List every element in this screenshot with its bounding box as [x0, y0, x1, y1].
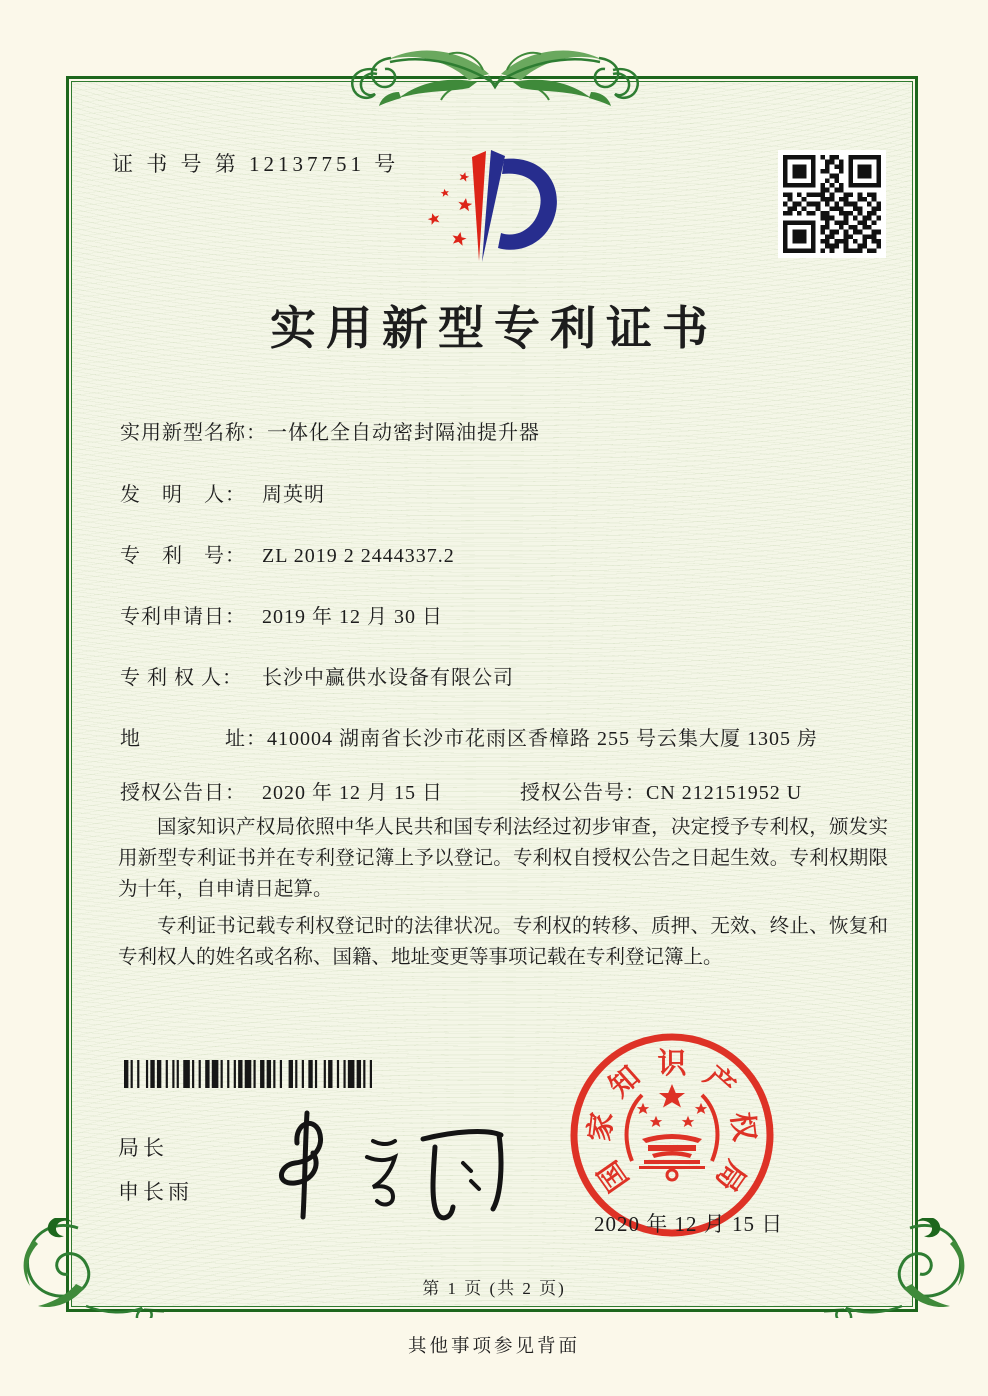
cnipa-logo-icon — [412, 145, 567, 280]
certificate-number: 证 书 号 第 12137751 号 — [112, 152, 400, 176]
page-number: 第 1 页 (共 2 页) — [422, 1279, 566, 1298]
signature-icon — [255, 1105, 525, 1223]
field-value: ZL 2019 2 2444337.2 — [262, 545, 455, 567]
field-value: 长沙中赢供水设备有限公司 — [262, 667, 514, 689]
field-patent-number — [120, 539, 455, 568]
bottom-left-ornament-icon — [14, 1218, 164, 1318]
field-label: 授权公告日： — [120, 782, 246, 804]
field-label: 授权公告号： — [520, 782, 646, 804]
commissioner-title: 局长 — [118, 1136, 168, 1160]
svg-text:局: 局 — [708, 1154, 752, 1197]
field-inventor — [120, 478, 325, 507]
field-value: 周英明 — [262, 484, 325, 506]
qr-code — [778, 150, 886, 258]
legal-text-block — [118, 812, 888, 979]
national-emblem-icon — [627, 1084, 718, 1180]
svg-text:家: 家 — [583, 1110, 620, 1144]
back-side-note: 其他事项参见背面 — [407, 1337, 580, 1357]
field-filing-date — [120, 600, 443, 629]
field-grant-number — [520, 776, 802, 805]
svg-text:国: 国 — [592, 1154, 636, 1197]
field-value: 一体化全自动密封隔油提升器 — [267, 422, 540, 444]
legal-paragraph-2: 专利证书记载专利权登记时的法律状况。专利权的转移、质押、无效、终止、恢复和专利权人的姓名或名称、国籍、地址变更等事项记载在专利登记簿上。 — [118, 916, 888, 968]
field-label: 专利申请日： — [120, 606, 246, 628]
field-label: 实用新型名称： — [120, 422, 267, 444]
svg-text:知: 知 — [603, 1060, 647, 1104]
field-address — [120, 722, 818, 751]
field-value: 2020 年 12 月 15 日 — [262, 782, 443, 804]
seal-date: 2020 年 12 月 15 日 — [594, 1212, 784, 1236]
field-value: 410004 湖南省长沙市花雨区香樟路 255 号云集大厦 1305 房 — [267, 728, 818, 750]
field-value: CN 212151952 U — [646, 782, 803, 804]
field-label: 发 明 人： — [120, 484, 246, 506]
field-label: 专 利 号： — [120, 545, 246, 567]
field-grant-date — [120, 776, 890, 805]
svg-text:识: 识 — [657, 1048, 687, 1080]
barcode — [124, 1060, 372, 1090]
field-patentee — [120, 661, 514, 690]
certificate-title: 实用新型专利证书 — [270, 303, 718, 354]
field-value: 2019 年 12 月 30 日 — [262, 606, 443, 628]
bottom-right-ornament-icon — [824, 1218, 974, 1318]
top-border-ornament-icon — [320, 40, 670, 125]
legal-paragraph-1: 国家知识产权局依照中华人民共和国专利法经过初步审查，决定授予专利权，颁发实用新型专利证书并在专利登记簿上予以登记。专利权自授权公告之日起生效。专利权期限为十年，自申请日起算。 — [118, 817, 888, 900]
field-label: 地 址： — [120, 728, 267, 750]
field-label: 专 利 权 人： — [120, 667, 243, 689]
field-utility-model-name — [120, 416, 540, 445]
svg-text:产: 产 — [697, 1060, 741, 1104]
commissioner-name: 申长雨 — [118, 1180, 193, 1204]
svg-text:权: 权 — [724, 1110, 761, 1144]
